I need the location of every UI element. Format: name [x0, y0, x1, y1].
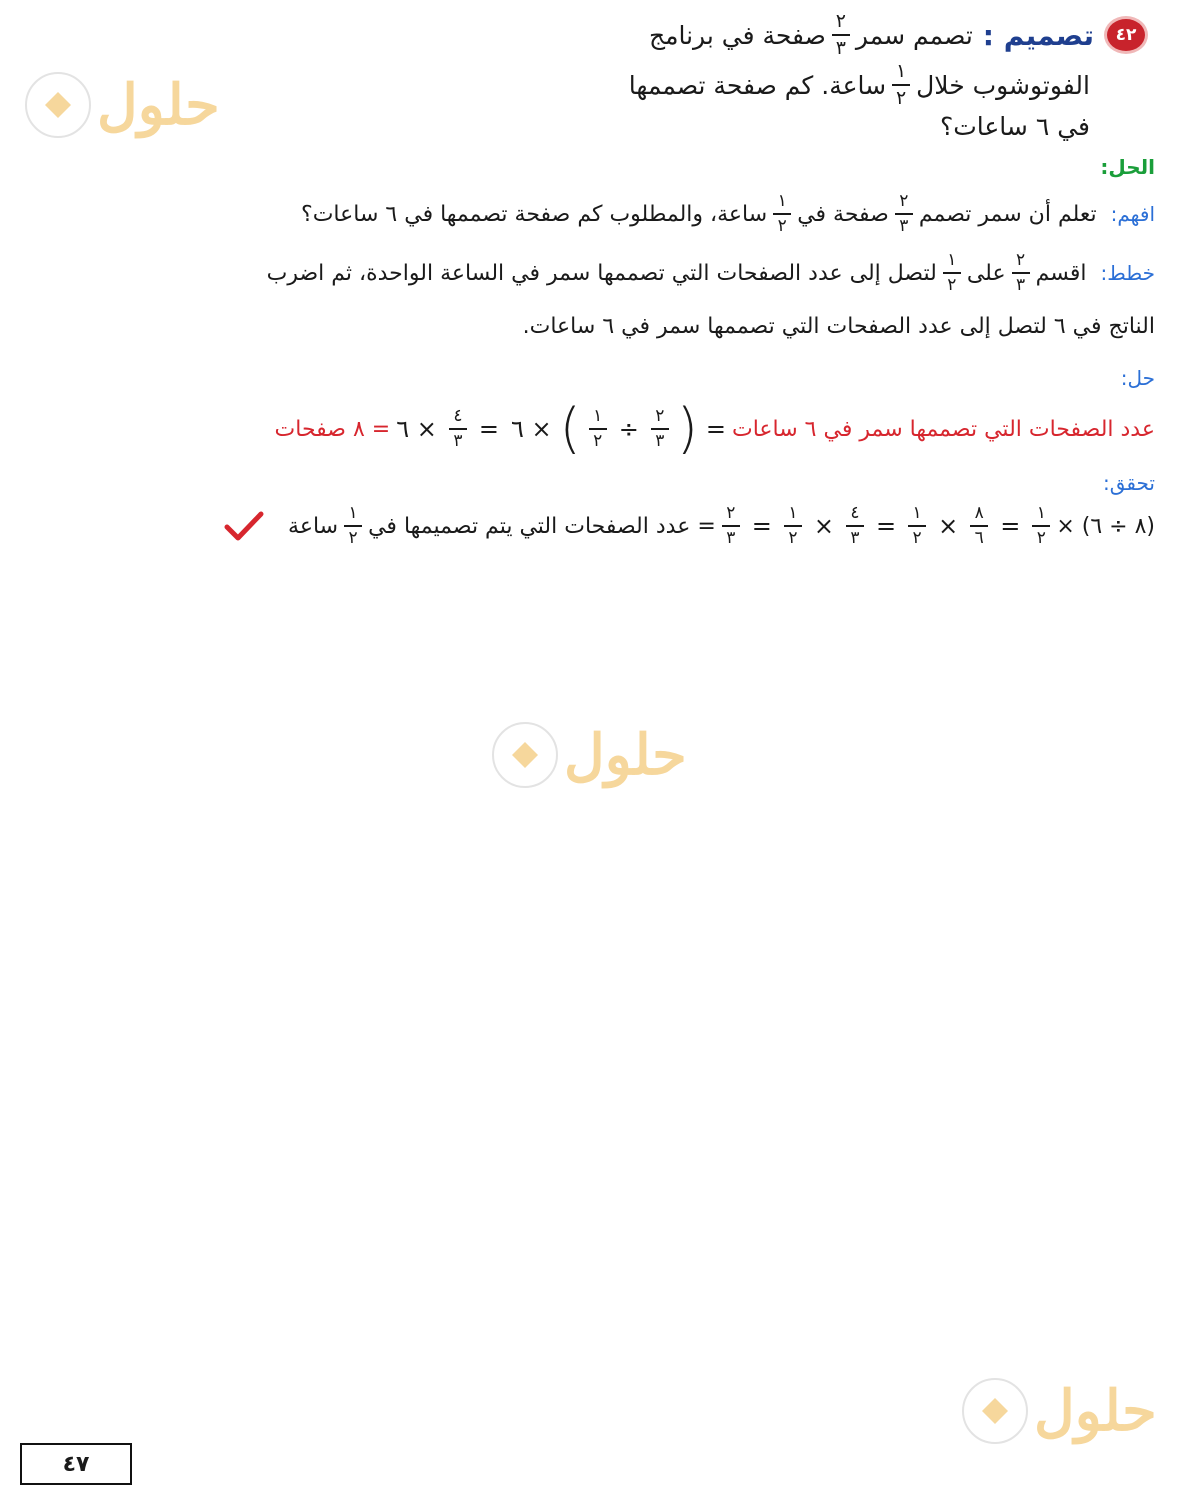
solve-heading [45, 366, 1155, 390]
question-line-2 [45, 62, 1090, 108]
fraction: $\frac{٢}{٣}$ [651, 408, 669, 450]
plan-label: خطط: [1100, 261, 1155, 285]
fraction: $\frac{١}{٢}$ [784, 505, 802, 547]
watermark-logo [492, 722, 687, 788]
check-equation: (٨ ÷ ٦) × $\frac{١}{٢}$ = $\frac{٨}{٦}$ × $\frac{١}{٢}$ = $\frac{٤}{٣}$ × $\frac{١}{٢}$ = $\frac{٢}{٣}$ = عدد الصفحات التي يتم تصميمها في $\frac{١}{٢}$ ساعة [45, 505, 1155, 547]
question-text: صفحة في برنامج [648, 20, 826, 50]
question-text: تصمم سمر [855, 20, 973, 50]
question-text: الفوتوشوب خلال [916, 70, 1090, 100]
solve-label: حل: [1120, 366, 1155, 390]
question-line-3 [45, 112, 1090, 141]
fraction: $\frac{١}{٢}$ [892, 62, 910, 108]
watermark-logo [962, 1378, 1157, 1444]
check-label: تحقق: [1102, 471, 1155, 495]
solve-equation: عدد الصفحات التي تصممها سمر في ٦ ساعات = ( $\frac{٢}{٣}$ ÷ $\frac{١}{٢}$ ) × ٦ = $\frac{٤}{٣}$ × ٦ = ٨ صفحات [274, 397, 1155, 460]
fraction: $\frac{١}{٢}$ [1032, 505, 1050, 547]
watermark-text: حلول [97, 72, 220, 138]
fraction: $\frac{٢}{٣}$ [722, 505, 740, 547]
check-heading [45, 471, 1155, 495]
fraction: $\frac{١}{٢}$ [589, 408, 607, 450]
plan-row: خطط: اقسم $\frac{٢}{٣}$ على $\frac{١}{٢}$ لتصل إلى عدد الصفحات التي تصممها سمر في الساعة الواحدة، ثم اضرب [266, 250, 1155, 295]
question-number-badge: ٤٢ [1104, 16, 1148, 54]
fraction: $\frac{٤}{٣}$ [846, 505, 864, 547]
watermark-text: حلول [1034, 1378, 1157, 1444]
solution-label: الحل: [1100, 155, 1155, 179]
question-title: تصميم : [982, 18, 1094, 52]
fraction: $\frac{٤}{٣}$ [449, 408, 467, 450]
solve-text: عدد الصفحات التي تصممها سمر في ٦ ساعات [732, 416, 1155, 442]
fraction: $\frac{١}{٢}$ [773, 193, 791, 235]
question-text: ساعة. كم صفحة تصممها [628, 70, 887, 100]
question-line-1 [45, 12, 1148, 58]
fraction: $\frac{٢}{٣}$ [895, 193, 913, 235]
plan-row-2: الناتج في ٦ لتصل إلى عدد الصفحات التي تصممها سمر في ٦ ساعات. [522, 314, 1155, 339]
solution-heading [45, 155, 1155, 179]
fraction: $\frac{١}{٢}$ [908, 505, 926, 547]
page-number: ٤٧ [20, 1443, 132, 1485]
solve-result: = ٨ صفحات [274, 416, 391, 442]
fraction: $\frac{٢}{٣}$ [1012, 252, 1030, 294]
fraction: $\frac{١}{٢}$ [344, 505, 362, 547]
book-icon [962, 1378, 1028, 1444]
fraction: $\frac{٨}{٦}$ [970, 505, 988, 547]
fraction: $\frac{٢}{٣}$ [832, 12, 850, 58]
fraction: $\frac{١}{٢}$ [943, 252, 961, 294]
checkmark-icon [224, 510, 264, 542]
question-text: في ٦ ساعات؟ [939, 112, 1090, 141]
understand-label: افهم: [1110, 202, 1155, 226]
book-icon [492, 722, 558, 788]
understand-row: افهم: تعلم أن سمر تصمم $\frac{٢}{٣}$ صفحة في $\frac{١}{٢}$ ساعة، والمطلوب كم صفحة تصممها في ٦ ساعات؟ [301, 191, 1155, 236]
watermark-text: حلول [564, 722, 687, 788]
